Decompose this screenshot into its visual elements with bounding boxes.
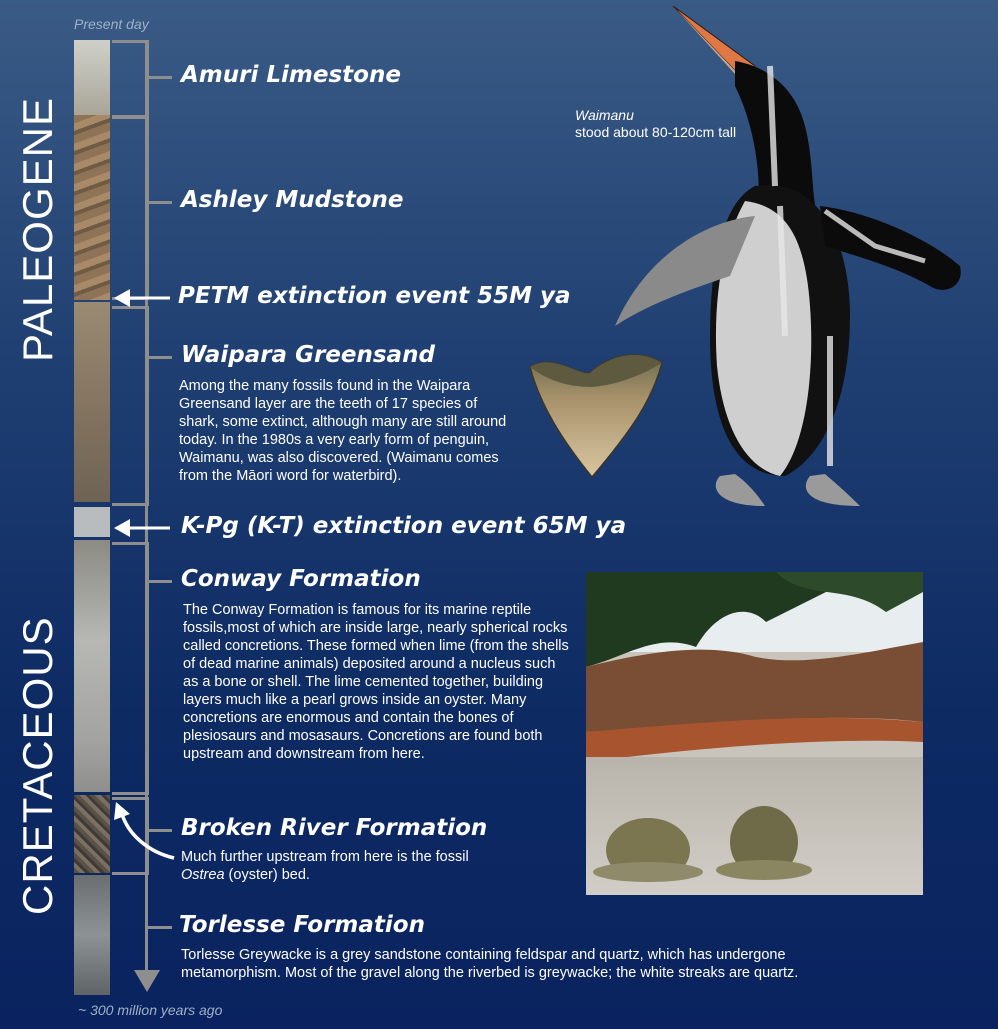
- amuri-title: Amuri Limestone: [181, 62, 401, 88]
- broken-river-text-after: (oyster) bed.: [228, 867, 310, 883]
- tick-torlesse: [148, 926, 172, 929]
- conway-text: The Conway Formation is famous for its marine reptile fossils,most of which are inside large, nearly spherical rocks called concretions. These formed when lime (from the shells of dead marine animals) deposited around a nucleus such as a bone or shell. The lime cemented together, building layers much like a pearl grows inside an oyster. Many concretions are enormous and contain the bones of plesiosaurs and mosasaurs. Concretions are found both upstream and downstream from here.: [183, 602, 569, 762]
- rock-strip-amuri: [74, 40, 110, 115]
- tick-conway: [148, 580, 172, 583]
- ashley-title: Ashley Mudstone: [181, 187, 404, 213]
- rock-strip-broken-river: [74, 795, 110, 873]
- tick-amuri: [148, 76, 172, 79]
- bracket-amuri: [112, 40, 149, 118]
- rock-strip-torlesse: [74, 875, 110, 995]
- bracket-conway: [112, 542, 149, 795]
- broken-river-text-before: Much further upstream from here is the fossil: [181, 849, 469, 865]
- timeline-arrow-head: [134, 970, 160, 992]
- broken-river-text: [181, 848, 541, 884]
- bracket-waipara: [112, 306, 149, 506]
- arrow-left-icon: [112, 516, 172, 540]
- bracket-ashley: [112, 116, 149, 300]
- arrow-left-icon: [112, 286, 172, 310]
- conway-concretions-photo: [586, 572, 923, 895]
- era-paleogene: PALEOGENE: [14, 97, 61, 362]
- tick-waipara: [148, 356, 172, 359]
- penguin-height-note: stood about 80-120cm tall: [575, 124, 737, 140]
- tick-ashley: [148, 201, 172, 204]
- waipara-title: Waipara Greensand: [181, 342, 435, 368]
- torlesse-title: Torlesse Formation: [179, 912, 425, 938]
- rock-strip-kpg: [74, 507, 110, 537]
- torlesse-text: Torlesse Greywacke is a grey sandstone containing feldspar and quartz, which has undergone metamorphism. Most of the gravel along the riverbed is greywacke; the white streaks are quartz.: [181, 947, 799, 981]
- curved-arrow-icon: [108, 800, 178, 862]
- waimanu-penguin-image: [605, 6, 980, 514]
- petm-title: PETM extinction event 55M ya: [178, 283, 571, 309]
- rock-strip-ashley: [74, 115, 110, 300]
- penguin-name: Waimanu: [575, 107, 634, 123]
- kpg-title: K-Pg (K-T) extinction event 65M ya: [181, 513, 627, 539]
- conway-title: Conway Formation: [181, 566, 421, 592]
- era-cretaceous: CRETACEOUS: [14, 616, 61, 915]
- rock-strip-conway: [74, 540, 110, 792]
- broken-river-text-italic: Ostrea: [181, 867, 225, 883]
- rock-strip-waipara: [74, 302, 110, 502]
- bottom-age-label: ~ 300 million years ago: [78, 1002, 223, 1018]
- broken-river-title: Broken River Formation: [181, 815, 488, 841]
- present-day-label: Present day: [74, 16, 149, 32]
- waipara-text: Among the many fossils found in the Waipara Greensand layer are the teeth of 17 species of shark, some extinct, although many are still around today. In the 1980s a very early form of penguin, Waimanu, was also discovered. (Waimanu comes from the Māori word for waterbird).: [179, 378, 507, 484]
